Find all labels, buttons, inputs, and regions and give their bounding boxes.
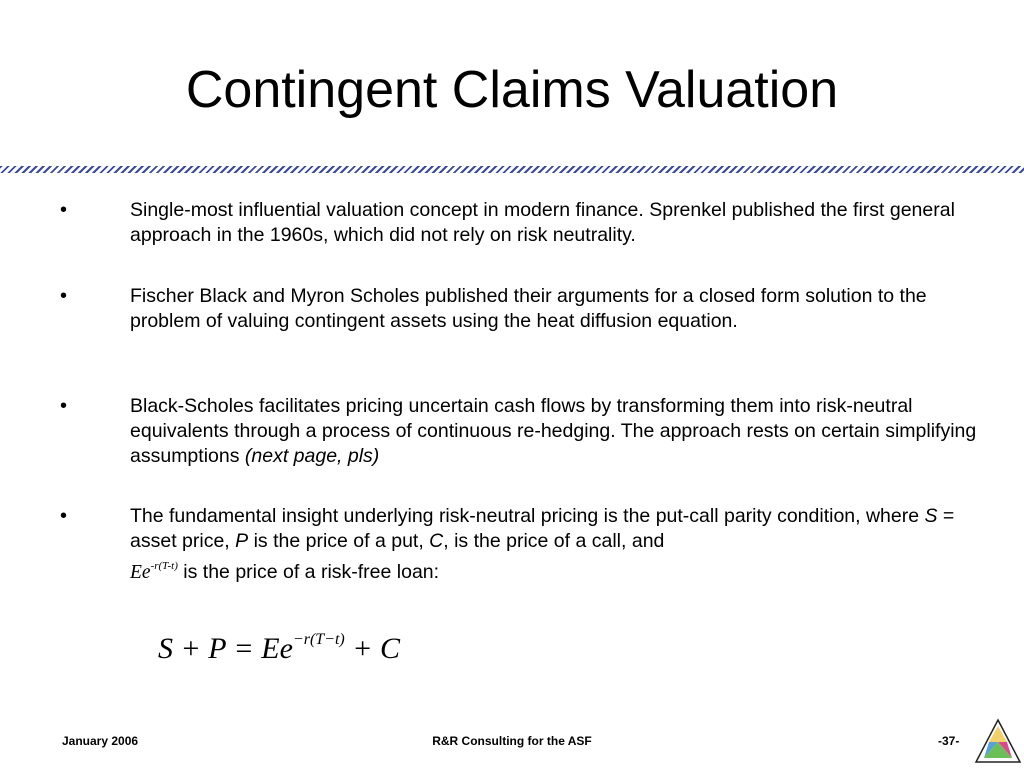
bullet-text-note: (next page, pls) (244, 445, 380, 467)
title-divider (0, 166, 1024, 173)
put-call-parity-equation (158, 620, 400, 669)
footer-date: January 2006 (62, 734, 139, 748)
symbol-p: P (235, 530, 249, 552)
bullet-text-main: Black-Scholes facilitates pricing uncertain cash flows by transforming them into risk-neutral equivalents through a process of continuous re-hedging. The approach rests on certain simplifying assumptions (130, 395, 977, 467)
equation-rhs: + C (344, 632, 401, 665)
text-run: The fundamental insight underlying risk-neutral pricing is the put-call parity condition, where (130, 505, 925, 527)
bullet-icon: • (60, 395, 68, 417)
text-run: , is the price of a call, and (443, 530, 665, 552)
bullet-text: Fischer Black and Myron Scholes published their arguments for a closed form solution to the problem of valuing contingent assets using the heat diffusion equation. (130, 285, 927, 332)
text-run: = asset price, (130, 505, 955, 552)
symbol-s: S (924, 505, 938, 527)
equation-lhs: S + P = Ee (158, 632, 293, 665)
footer-page-number: -37- (938, 734, 960, 748)
text-run: is the price of a risk-free loan: (177, 561, 440, 583)
company-logo-icon (974, 718, 1022, 766)
bullet-icon: • (60, 285, 68, 307)
equation-exponent: −r(T−t) (292, 631, 345, 648)
bullet-icon: • (60, 199, 68, 221)
symbol-exponent: -r(T-t) (150, 560, 178, 572)
bullet-text (130, 504, 990, 585)
bullet-text (130, 394, 990, 469)
symbol-ee: Ee (130, 562, 151, 583)
slide-title: Contingent Claims Valuation (185, 61, 839, 119)
text-run: is the price of a put, (248, 530, 430, 552)
footer-organization: R&R Consulting for the ASF (432, 734, 592, 748)
bullet-text: Single-most influential valuation concept in modern finance. Sprenkel published the first general approach in the 1960s, which did not rely on risk neutrality. (130, 199, 955, 246)
symbol-c: C (429, 530, 444, 552)
bullet-icon: • (60, 505, 68, 527)
